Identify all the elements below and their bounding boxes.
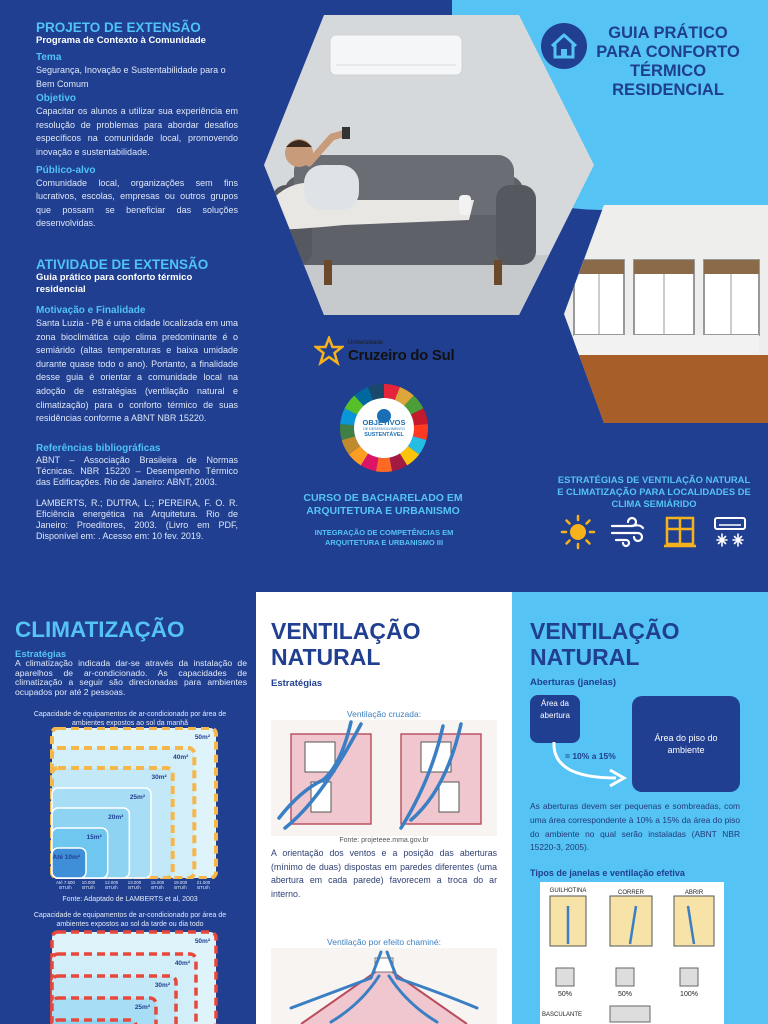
projeto-subtitle: Programa de Contexto à Comunidade (36, 35, 206, 46)
atividade-subtitle: Guia prático para conforto térmico residencial (36, 271, 193, 295)
floor-area-text: Área do piso do ambiente (654, 733, 718, 755)
objetivo-text: Capacitar os alunos a utilizar sua experiência em resolução de problemas para abordar desafios específicos na comunidade local, promovendo inovação e sustentabilidade. (36, 106, 238, 157)
opening-area-text: Área da abertura (540, 699, 570, 720)
home-icon (540, 22, 588, 70)
capacity-area-label: 30m² (154, 982, 170, 989)
integration-name: INTEGRAÇÃO DE COMPETÊNCIAS EM ARQUITETURA E URBANISMO III (314, 528, 454, 547)
btu-label: 12.000 BTU/h (104, 880, 119, 890)
motivacao-text: Santa Luzia - PB é uma cidade localizada em uma zona bioclimática cujo clima predominante é o semiárido (altas temperaturas e baixa umidade durante quase todo o ano). Portanto, a finalidade desse guia é orientar a comunidade local na adoção de estratégias (ventilação natural e climatização) para o conforto térmico de suas residências conforme a ABNT NBR 15220. (36, 317, 238, 424)
capacity-square (52, 848, 86, 878)
pct-correr: 50% (617, 991, 633, 998)
guide-title: GUIA PRÁTICO PARA CONFORTO TÉRMICO RESIDENCIAL (596, 24, 740, 99)
star-icon (314, 336, 344, 366)
vent1-strategies-label: Estratégias (271, 678, 323, 689)
clim-source: Fonte: Adaptado de LAMBERTS et al, 2003 (62, 896, 198, 903)
cross-vent-caption: Ventilação cruzada: (346, 709, 422, 719)
ref-2: LAMBERTS, R.; DUTRA, L.; PEREIRA, F. O. R. Eficiência energética na Arquitetura. Rio de Janeiro: Proeditores, 2003. (Livro em PDF, Disponível em: . Acesso em: 10 fev. 2019. (36, 497, 238, 541)
panel-climatizacao (0, 592, 256, 1024)
btu-label: 15.000 BTU/h (150, 880, 165, 890)
ods-line2: DE DESENVOLVIMENTO (363, 427, 405, 431)
capacity-area-label: 50m² (194, 734, 210, 741)
pct-guilhotina: 50% (557, 991, 573, 998)
sdg-segment (376, 457, 392, 472)
btu-label: 13.000 BTU/h (127, 880, 142, 890)
publico-text: Comunidade local, organizações sem fins lucrativos, escolas, empresas ou outros grupos que possam se beneficiar das soluções desenvolvidas. (36, 177, 238, 229)
tema-text: Segurança, Inovação e Sustentabilidade para o Bem Comum (36, 65, 226, 89)
window-label-abrir: ABRIR (684, 890, 704, 896)
ratio-text: = 10% a 15% (565, 751, 616, 761)
cross-ventilation-illustration (271, 720, 497, 836)
ref-label: Referências bibliográficas (36, 442, 161, 454)
chimney-effect-illustration (271, 948, 497, 1024)
window-types-label: Tipos de janelas e ventilação efetiva (530, 868, 685, 878)
clim-text: A climatização indicada dar-se através da instalação de aparelhos de ar-condicionado. As capacidades de climatização a seguir são direcionadas para ambientes ocupados por até 2 pessoas. (15, 658, 247, 697)
capacity-area-label: 40m² (174, 960, 190, 967)
capacity-area-label: 50m² (194, 938, 210, 945)
tema-label: Tema (36, 52, 62, 63)
room-photo-windows (564, 205, 768, 423)
curved-arrow-icon (546, 742, 646, 788)
chimney-caption: Ventilação por efeito chaminé: (327, 937, 441, 947)
clim-title: CLIMATIZAÇÃO (15, 617, 185, 642)
ods-line1: OBJETIVOS (362, 418, 406, 427)
capacity-area-label: 30m² (151, 774, 167, 781)
course-name: CURSO DE BACHARELADO EM ARQUITETURA E URBANISMO (303, 492, 463, 517)
cap2-title: Capacidade de equipamentos de ar-condicionado por área de ambientes expostos ao sol da tarde ou dia todo (33, 912, 227, 928)
vent1-title: VENTILAÇÃO NATURAL (271, 618, 421, 670)
capacity-area-label: Até 10m² (52, 854, 80, 861)
aberturas-label: Aberturas (janelas) (530, 677, 617, 688)
aberturas-text: As aberturas devem ser pequenas e sombreadas, com uma área correspondente à 10% a 15% da área do piso do ambiente no qual serão instaladas (ABNT NBR 15220-3, 2005). (530, 801, 740, 853)
objetivo-label: Objetivo (36, 93, 77, 105)
project-info-column (36, 20, 238, 542)
projeto-title: PROJETO DE EXTENSÃO (36, 20, 201, 35)
window-label-basculante: BASCULANTE (541, 1012, 583, 1018)
air-conditioner-icon (712, 514, 748, 550)
btu-label: 10.000 BTU/h (81, 880, 96, 890)
btu-labels-row (54, 880, 214, 894)
ods-line3: SUSTENTÁVEL (364, 432, 404, 438)
window-types-illustration (540, 882, 724, 1024)
capacity-area-label: 20m² (108, 814, 124, 821)
logo-name: Cruzeiro do Sul (348, 347, 455, 364)
window-label-correr: CORRER (617, 890, 645, 896)
logo-small-text: Universidade (348, 340, 384, 346)
motivacao-label: Motivação e Finalidade (36, 304, 146, 316)
strategies-title: ESTRATÉGIAS DE VENTILAÇÃO NATURAL E CLIMATIZAÇÃO PARA LOCALIDADES DE CLIMA SEMIÁRIDO (557, 474, 751, 509)
btu-label: 18.000 BTU/h (173, 880, 188, 890)
panel-ventilacao-cruzada (256, 592, 512, 1024)
afternoon-capacity-chart (50, 930, 220, 1024)
morning-capacity-chart (50, 727, 220, 879)
publico-label: Público-alvo (36, 164, 96, 176)
capacity-area-label: 25m² (134, 1004, 150, 1011)
cap1-title: Capacidade de equipamentos de ar-condicionado por área de ambientes expostos ao sol da manhã (33, 711, 227, 727)
sun-icon (560, 514, 596, 550)
btu-label: 21.000 BTU/h (196, 880, 211, 890)
floor-area-box (632, 696, 740, 792)
capacity-area-label: 15m² (86, 834, 102, 841)
wind-icon (610, 514, 646, 550)
capacity-area-label: 40m² (173, 754, 189, 761)
panel-aberturas (512, 592, 768, 1024)
capacity-area-label: 25m² (129, 794, 145, 801)
atividade-title: ATIVIDADE DE EXTENSÃO (36, 256, 209, 272)
clim-strategies-label: Estratégias (15, 649, 67, 660)
pct-abrir: 100% (680, 991, 698, 998)
window-label-guilhotina: GUILHOTINA (549, 888, 587, 894)
ref-1: ABNT – Associação Brasileira de Normas Técnicas. NBR 15220 – Desempenho Térmico das Edificações. Rio de Janeiro: ABNT, 2003. (36, 454, 238, 487)
vent2-title: VENTILAÇÃO NATURAL (530, 618, 680, 670)
window-icon (662, 514, 698, 550)
capacity-square (52, 1020, 136, 1024)
opening-area-box (530, 695, 580, 743)
btu-label: Até 7.500 BTU/h (56, 880, 75, 890)
vent1-text: A orientação dos ventos e a posição das aberturas (mínimo de duas) dispostas em paredes diferentes (uma abertura em cada parede) favorecem a troca do ar interno. (271, 848, 497, 899)
cross-vent-source: Fonte: projeteee.mma.gov.br (339, 837, 429, 844)
